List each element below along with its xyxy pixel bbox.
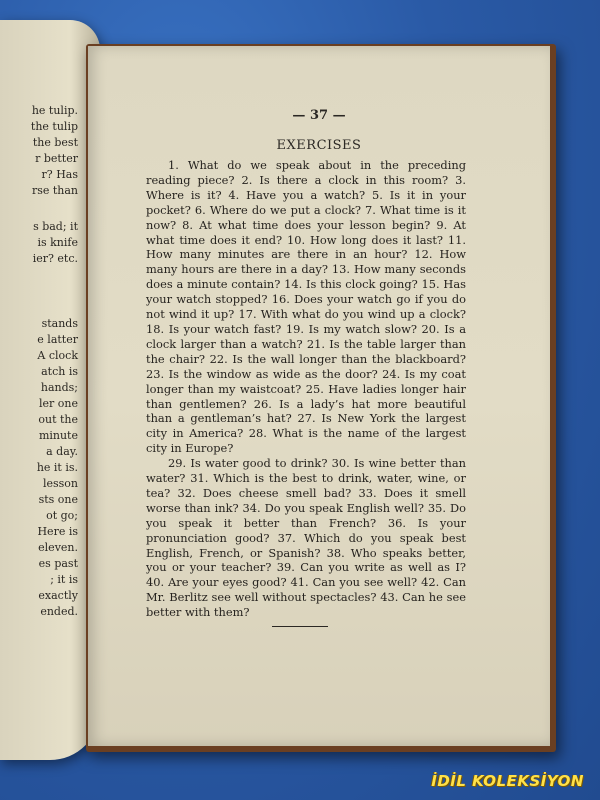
left-page-line: minute bbox=[38, 429, 78, 442]
left-page-line: ier? etc. bbox=[32, 252, 78, 265]
left-page-line: eleven. bbox=[38, 541, 78, 554]
left-page-line: es past bbox=[38, 557, 78, 570]
left-page-line: he it is. bbox=[36, 461, 78, 474]
page-heading: EXERCISES bbox=[276, 138, 362, 153]
left-page-line: ler one bbox=[39, 397, 78, 410]
watermark-text: İDİL KOLEKSİYON bbox=[431, 772, 584, 790]
left-page bbox=[0, 20, 100, 760]
left-page-line: ot go; bbox=[46, 509, 78, 522]
exercise-paragraph-1: 1. What do we speak about in the preceding reading piece? 2. Is there a clock in this room? 3. Where is it? 4. Have you a watch? 5. Is it in your pocket? 6. Where do we put a clock? 7. What time is it now? 8. At what time does your lesson begin? 9. At what time does it end? 10. How long does it last? 11. How many minutes are there in an hour? 12. How many hours are there in a day? 13. How many seconds does a minute contain? 14. Is this clock going? 15. Has your watch stopped? 16. Does your watch go if you do not wind it up? 17. With what do you wind up a clock? 18. Is your watch fast? 19. Is my watch slow? 20. Is a clock larger than a watch? 21. Is the table larger than the chair? 22. Is the wall longer than the blackboard? 23. Is the window as wide as the door? 24. Is my coat longer than my waistcoat? 25. Have ladies longer hair than gentlemen? 26. Is a lady’s hat more beautiful than a gentleman’s hat? 27. Is New York the largest city in America? 28. What is the name of the largest city in Europe? bbox=[146, 158, 466, 456]
closing-rule bbox=[272, 626, 328, 627]
left-page-line: a day. bbox=[46, 445, 78, 458]
left-page-line: is knife bbox=[37, 236, 78, 249]
right-page bbox=[88, 46, 550, 746]
page-number: — 37 — bbox=[292, 108, 346, 123]
left-page-line: the best bbox=[32, 136, 78, 149]
left-page-line: r? Has bbox=[41, 168, 78, 181]
left-page-line: rse than bbox=[31, 184, 78, 197]
left-page-line: out the bbox=[38, 413, 78, 426]
left-page-line: ; it is bbox=[50, 573, 78, 586]
left-page-line: e latter bbox=[37, 333, 78, 346]
left-page-line: stands bbox=[41, 317, 78, 330]
exercise-text bbox=[146, 158, 466, 620]
exercise-paragraph-2: 29. Is water good to drink? 30. Is wine better than water? 31. Which is the best to drink, water, wine, or tea? 32. Does cheese smell bad? 33. Does it smell worse than ink? 34. Do you speak English well? 35. Do you speak it better than French? 36. Is your pronunciation good? 37. Which do you speak best English, French, or Spanish? 38. Who speaks better, you or your teacher? 39. Can you write as well as I? 40. Are your eyes good? 41. Can you see well? 42. Can Mr. Berlitz see well without spectacles? 43. Can he see better with them? bbox=[146, 456, 466, 620]
left-page-line: ended. bbox=[40, 605, 78, 618]
left-page-line: lesson bbox=[42, 477, 78, 490]
left-page-line: hands; bbox=[40, 381, 78, 394]
left-page-line: r better bbox=[35, 152, 78, 165]
left-page-line: exactly bbox=[38, 589, 78, 602]
left-page-line: atch is bbox=[41, 365, 78, 378]
left-page-line: sts one bbox=[38, 493, 78, 506]
left-page-line: s bad; it bbox=[33, 220, 78, 233]
left-page-line: the tulip bbox=[30, 120, 78, 133]
left-page-line: A clock bbox=[37, 349, 78, 362]
left-page-line: Here is bbox=[37, 525, 78, 538]
left-page-line: he tulip. bbox=[31, 104, 78, 117]
